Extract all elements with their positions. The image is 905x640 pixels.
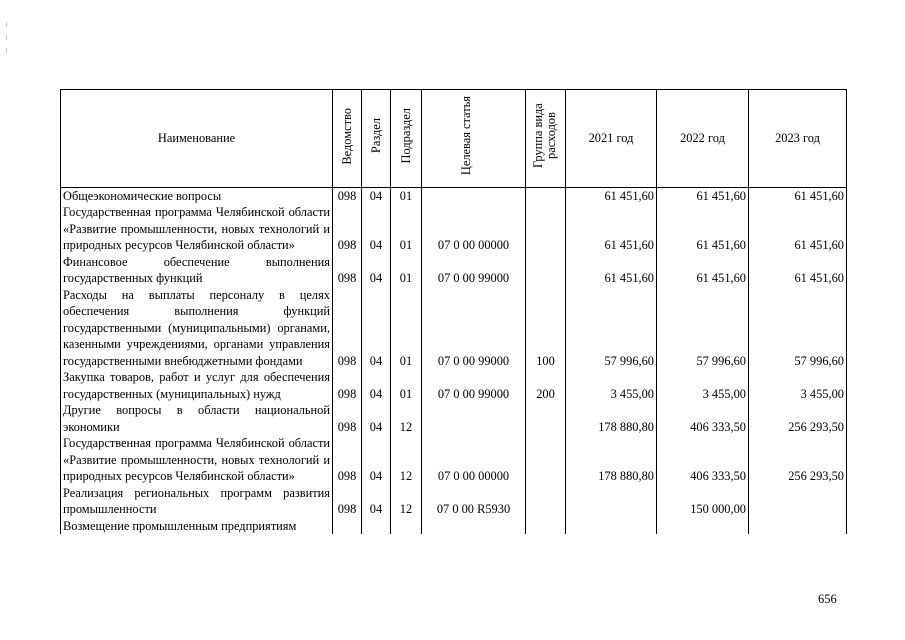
row-podrazdel: 01 <box>391 287 422 370</box>
table-header-row <box>61 90 847 188</box>
row-amount-2023: 61 451,60 <box>749 204 847 254</box>
row-target-article <box>422 187 526 204</box>
row-vedomstvo: 098 <box>333 402 362 435</box>
row-razdel: 04 <box>362 369 391 402</box>
table-row <box>61 369 847 402</box>
row-target-article: 07 0 00 00000 <box>422 435 526 485</box>
row-expense-group <box>526 402 566 435</box>
row-expense-group <box>526 187 566 204</box>
row-amount-2023: 61 451,60 <box>749 254 847 287</box>
row-podrazdel: 01 <box>391 187 422 204</box>
table-row <box>61 204 847 254</box>
row-vedomstvo: 098 <box>333 485 362 518</box>
row-expense-group: 100 <box>526 287 566 370</box>
row-name: Расходы на выплаты персоналу в целях обеспечения выполнения функций государственными (муниципальными) органами, казенными учреждениями, органами управления государственными внебюджетными фондами <box>61 287 333 370</box>
row-expense-group <box>526 485 566 518</box>
row-razdel: 04 <box>362 287 391 370</box>
header-2022: 2022 год <box>657 90 749 188</box>
row-amount-2021: 61 451,60 <box>566 204 657 254</box>
row-expense-group <box>526 518 566 535</box>
row-amount-2021: 57 996,60 <box>566 287 657 370</box>
row-podrazdel: 12 <box>391 435 422 485</box>
row-name: Возмещение промышленным предприятиям <box>61 518 333 535</box>
row-name: Государственная программа Челябинской области «Развитие промышленности, новых технологий и природных ресурсов Челябинской области» <box>61 435 333 485</box>
row-name: Другие вопросы в области национальной экономики <box>61 402 333 435</box>
row-target-article <box>422 518 526 535</box>
scan-edge-mark <box>6 35 7 40</box>
row-razdel: 04 <box>362 254 391 287</box>
row-expense-group <box>526 254 566 287</box>
row-vedomstvo <box>333 518 362 535</box>
row-target-article <box>422 402 526 435</box>
row-amount-2023: 61 451,60 <box>749 187 847 204</box>
row-podrazdel: 01 <box>391 204 422 254</box>
header-vedomstvo: Ведомство <box>339 107 354 165</box>
header-podrazdel: Подраздел <box>398 108 413 164</box>
row-amount-2022: 3 455,00 <box>657 369 749 402</box>
row-amount-2023 <box>749 518 847 535</box>
row-amount-2022 <box>657 518 749 535</box>
scan-edge-mark <box>6 22 7 27</box>
row-amount-2023 <box>749 485 847 518</box>
row-razdel: 04 <box>362 485 391 518</box>
row-amount-2021: 61 451,60 <box>566 254 657 287</box>
row-podrazdel: 12 <box>391 402 422 435</box>
table-row <box>61 287 847 370</box>
row-target-article: 07 0 00 00000 <box>422 204 526 254</box>
row-podrazdel <box>391 518 422 535</box>
row-expense-group: 200 <box>526 369 566 402</box>
row-amount-2021: 178 880,80 <box>566 435 657 485</box>
row-amount-2022: 61 451,60 <box>657 254 749 287</box>
row-target-article: 07 0 00 R5930 <box>422 485 526 518</box>
row-podrazdel: 12 <box>391 485 422 518</box>
header-target-article: Целевая статья <box>458 96 473 176</box>
row-expense-group <box>526 204 566 254</box>
row-amount-2023: 256 293,50 <box>749 402 847 435</box>
header-2021: 2021 год <box>566 90 657 188</box>
row-target-article: 07 0 00 99000 <box>422 369 526 402</box>
row-vedomstvo: 098 <box>333 204 362 254</box>
row-razdel: 04 <box>362 187 391 204</box>
table-row <box>61 435 847 485</box>
row-amount-2021: 3 455,00 <box>566 369 657 402</box>
row-amount-2021: 178 880,80 <box>566 402 657 435</box>
row-target-article: 07 0 00 99000 <box>422 287 526 370</box>
row-amount-2021 <box>566 518 657 535</box>
row-vedomstvo: 098 <box>333 435 362 485</box>
page-number: 656 <box>818 592 837 606</box>
row-razdel: 04 <box>362 435 391 485</box>
row-amount-2023: 256 293,50 <box>749 435 847 485</box>
row-podrazdel: 01 <box>391 254 422 287</box>
table-row <box>61 518 847 535</box>
header-razdel: Раздел <box>368 118 383 154</box>
row-vedomstvo: 098 <box>333 369 362 402</box>
row-razdel: 04 <box>362 204 391 254</box>
row-vedomstvo: 098 <box>333 254 362 287</box>
row-amount-2023: 57 996,60 <box>749 287 847 370</box>
table-row <box>61 254 847 287</box>
row-amount-2021: 61 451,60 <box>566 187 657 204</box>
row-podrazdel: 01 <box>391 369 422 402</box>
row-name: Общеэкономические вопросы <box>61 187 333 204</box>
row-vedomstvo: 098 <box>333 287 362 370</box>
row-amount-2022: 150 000,00 <box>657 485 749 518</box>
budget-table <box>60 89 847 534</box>
row-amount-2022: 61 451,60 <box>657 187 749 204</box>
row-amount-2021 <box>566 485 657 518</box>
row-name: Государственная программа Челябинской области «Развитие промышленности, новых технологий и природных ресурсов Челябинской области» <box>61 204 333 254</box>
row-amount-2023: 3 455,00 <box>749 369 847 402</box>
header-name: Наименование <box>61 90 333 188</box>
row-amount-2022: 61 451,60 <box>657 204 749 254</box>
row-name: Закупка товаров, работ и услуг для обеспечения государственных (муниципальных) нужд <box>61 369 333 402</box>
header-expense-group: Группа вида расходов <box>530 103 558 169</box>
row-amount-2022: 406 333,50 <box>657 435 749 485</box>
scan-edge-mark <box>6 48 7 53</box>
row-razdel: 04 <box>362 402 391 435</box>
row-amount-2022: 406 333,50 <box>657 402 749 435</box>
row-vedomstvo: 098 <box>333 187 362 204</box>
table-row <box>61 485 847 518</box>
row-name: Реализация региональных программ развития промышленности <box>61 485 333 518</box>
row-name: Финансовое обеспечение выполнения государственных функций <box>61 254 333 287</box>
header-2023: 2023 год <box>749 90 847 188</box>
row-razdel <box>362 518 391 535</box>
row-expense-group <box>526 435 566 485</box>
row-amount-2022: 57 996,60 <box>657 287 749 370</box>
table-row <box>61 402 847 435</box>
row-target-article: 07 0 00 99000 <box>422 254 526 287</box>
table-row <box>61 187 847 204</box>
